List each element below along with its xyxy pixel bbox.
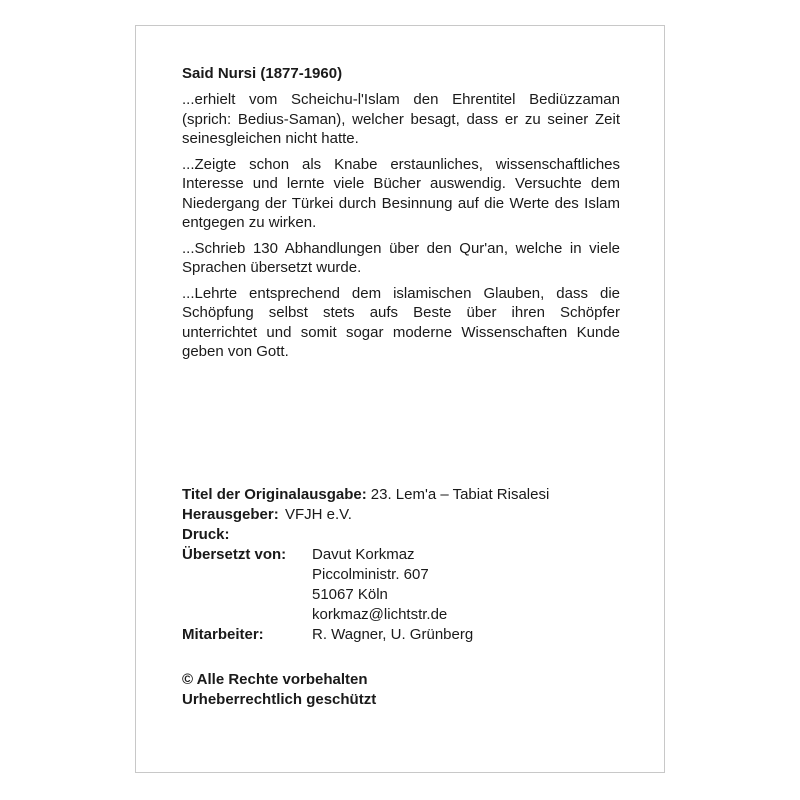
paragraph-2: ...Zeigte schon als Knabe erstaunliches, wissenschaftliches Interesse und lernte viele Bücher auswendig. Versuchte dem Niedergang der Türkei durch Besinnung auf die Werte des Islam entgegen zu wirken. (182, 155, 620, 231)
translator-email: korkmaz@lichtstr.de (312, 606, 448, 623)
paragraph-3: ...Schrieb 130 Abhandlungen über den Qur'an, welche in viele Sprachen übersetzt wurde. (182, 239, 620, 276)
rights-line-1: © Alle Rechte vorbehalten (182, 671, 368, 688)
rights-notice (182, 670, 376, 710)
publisher-label: Herausgeber: (182, 506, 279, 523)
translator-city: 51067 Köln (312, 586, 388, 603)
original-title-label: Titel der Originalausgabe: (182, 486, 367, 503)
print-row (182, 525, 622, 545)
contributors-label: Mitarbeiter: (182, 626, 264, 643)
print-label: Druck: (182, 526, 230, 543)
translator-name: Davut Korkmaz (312, 546, 415, 563)
translator-label: Übersetzt von: (182, 546, 287, 563)
contributors-value: R. Wagner, U. Grünberg (312, 626, 474, 643)
paragraph-4: ...Lehrte entsprechend dem islamischen Glauben, dass die Schöpfung selbst stets aufs Beste über ihren Schöpfer unterrichtet und somit sogar moderne Wissenschaften Kunde geben von Gott. (182, 284, 620, 360)
original-title-value: 23. Lem'a – Tabiat Risalesi (370, 486, 550, 503)
biography-section (182, 64, 620, 368)
paragraph-1: ...erhielt vom Scheichu-l'Islam den Ehrentitel Bediüzzaman (sprich: Bedius-Saman), welcher besagt, dass er zu seiner Zeit seinesgleichen nicht hatte. (182, 91, 620, 147)
contributors-row (182, 625, 622, 645)
colophon (182, 485, 622, 645)
page-title: Said Nursi (1877-1960) (182, 65, 343, 82)
rights-line-2: Urheberrechtlich geschützt (182, 691, 377, 708)
book-page (135, 25, 665, 773)
translator-details (312, 545, 447, 625)
translator-street: Piccolministr. 607 (312, 566, 429, 583)
publisher-row (182, 505, 622, 525)
publisher-value: VFJH e.V. (285, 506, 352, 523)
original-title-row (182, 485, 622, 505)
translator-row (182, 545, 622, 625)
